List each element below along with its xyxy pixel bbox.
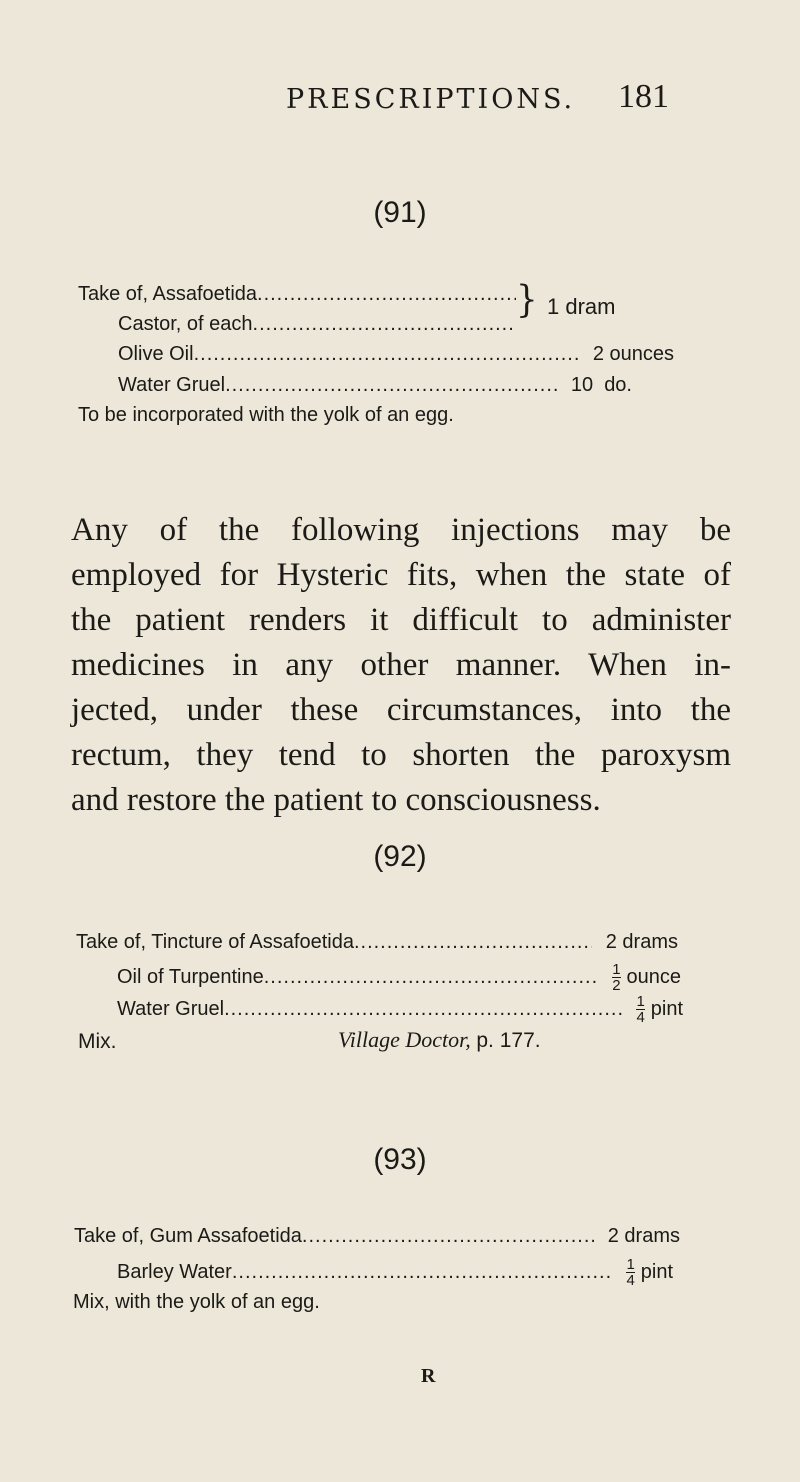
grouping-brace: } bbox=[516, 278, 538, 322]
prescription-number-91: (91) bbox=[373, 196, 427, 229]
rx93-line-gum-assafoetida bbox=[74, 1225, 680, 1248]
body-paragraph bbox=[71, 508, 731, 823]
ingredient-label: Oil of Turpentine bbox=[117, 965, 264, 988]
ingredient-label: Take of, Tincture of Assafoetida bbox=[76, 931, 354, 953]
paragraph-line: medicines in any other manner. When in- bbox=[71, 647, 731, 683]
ingredient-quantity: $\frac{1}{4}$ pint bbox=[626, 1256, 673, 1289]
rx92-line-water-gruel bbox=[117, 995, 683, 1024]
ingredient-quantity: 2 drams bbox=[605, 931, 678, 953]
source-page: p. 177. bbox=[476, 1029, 541, 1052]
signature-mark: R bbox=[421, 1365, 436, 1387]
leader-dots bbox=[224, 998, 622, 1021]
ingredient-label: Take of, Gum Assafoetida bbox=[74, 1225, 302, 1247]
rx92-mix: Mix. bbox=[78, 1030, 117, 1053]
ingredient-label: Castor, of each bbox=[118, 313, 253, 335]
rx91-combined-quantity: 1 dram bbox=[547, 294, 616, 319]
page-number: 181 bbox=[618, 78, 669, 115]
rx92-line-turpentine bbox=[117, 963, 681, 992]
ingredient-label: Barley Water bbox=[117, 1260, 232, 1283]
leader-dots bbox=[194, 343, 579, 366]
paragraph-line: and restore the patient to consciousness. bbox=[71, 782, 601, 818]
leader-dots bbox=[257, 283, 516, 306]
leader-dots bbox=[225, 374, 557, 397]
rx93-line-barley-water bbox=[117, 1258, 673, 1287]
rx92-line-tincture bbox=[76, 931, 678, 954]
paragraph-line: employed for Hysteric fits, when the state of bbox=[71, 557, 731, 593]
rx91-note: To be incorporated with the yolk of an egg. bbox=[78, 404, 454, 426]
paragraph-line: jected, under these circumstances, into the bbox=[71, 692, 731, 728]
leader-dots bbox=[354, 931, 592, 954]
rx93-note: Mix, with the yolk of an egg. bbox=[73, 1291, 320, 1313]
prescription-number-93: (93) bbox=[373, 1143, 427, 1176]
ingredient-label: Water Gruel bbox=[117, 997, 225, 1020]
ingredient-quantity: 10 do. bbox=[570, 374, 632, 396]
paragraph-line: rectum, they tend to shorten the paroxysm bbox=[71, 737, 731, 773]
ingredient-quantity: 2 drams bbox=[607, 1225, 680, 1247]
ingredient-quantity: $\frac{1}{4}$ pint bbox=[636, 993, 683, 1026]
ingredient-label: Take of, Assafoetida bbox=[78, 283, 258, 305]
page-header bbox=[0, 78, 800, 118]
ingredient-quantity: $\frac{1}{2}$ ounce bbox=[612, 961, 681, 994]
source-title: Village Doctor, bbox=[338, 1027, 471, 1052]
ingredient-label: Olive Oil bbox=[118, 343, 194, 365]
paragraph-line: Any of the following injections may be bbox=[71, 512, 731, 548]
leader-dots bbox=[253, 313, 512, 336]
paragraph-line: the patient renders it difficult to administer bbox=[71, 602, 731, 638]
rx91-line-assafoetida bbox=[78, 283, 516, 306]
running-head: PRESCRIPTIONS. bbox=[286, 84, 576, 115]
fraction-quarter: $\frac{1}{4}$ bbox=[626, 1256, 635, 1289]
ingredient-quantity: 2 ounces bbox=[592, 343, 674, 365]
fraction-half: $\frac{1}{2}$ bbox=[612, 961, 621, 994]
leader-dots bbox=[302, 1225, 594, 1248]
prescription-number-92: (92) bbox=[373, 840, 427, 873]
rx92-source bbox=[338, 1027, 541, 1053]
rx91-line-castor bbox=[118, 313, 512, 336]
rx91-line-water-gruel bbox=[118, 374, 632, 397]
rx91-line-olive-oil bbox=[118, 343, 674, 366]
leader-dots bbox=[232, 1261, 612, 1284]
ingredient-label: Water Gruel bbox=[118, 374, 226, 396]
fraction-quarter: $\frac{1}{4}$ bbox=[636, 993, 645, 1026]
leader-dots bbox=[264, 966, 598, 989]
